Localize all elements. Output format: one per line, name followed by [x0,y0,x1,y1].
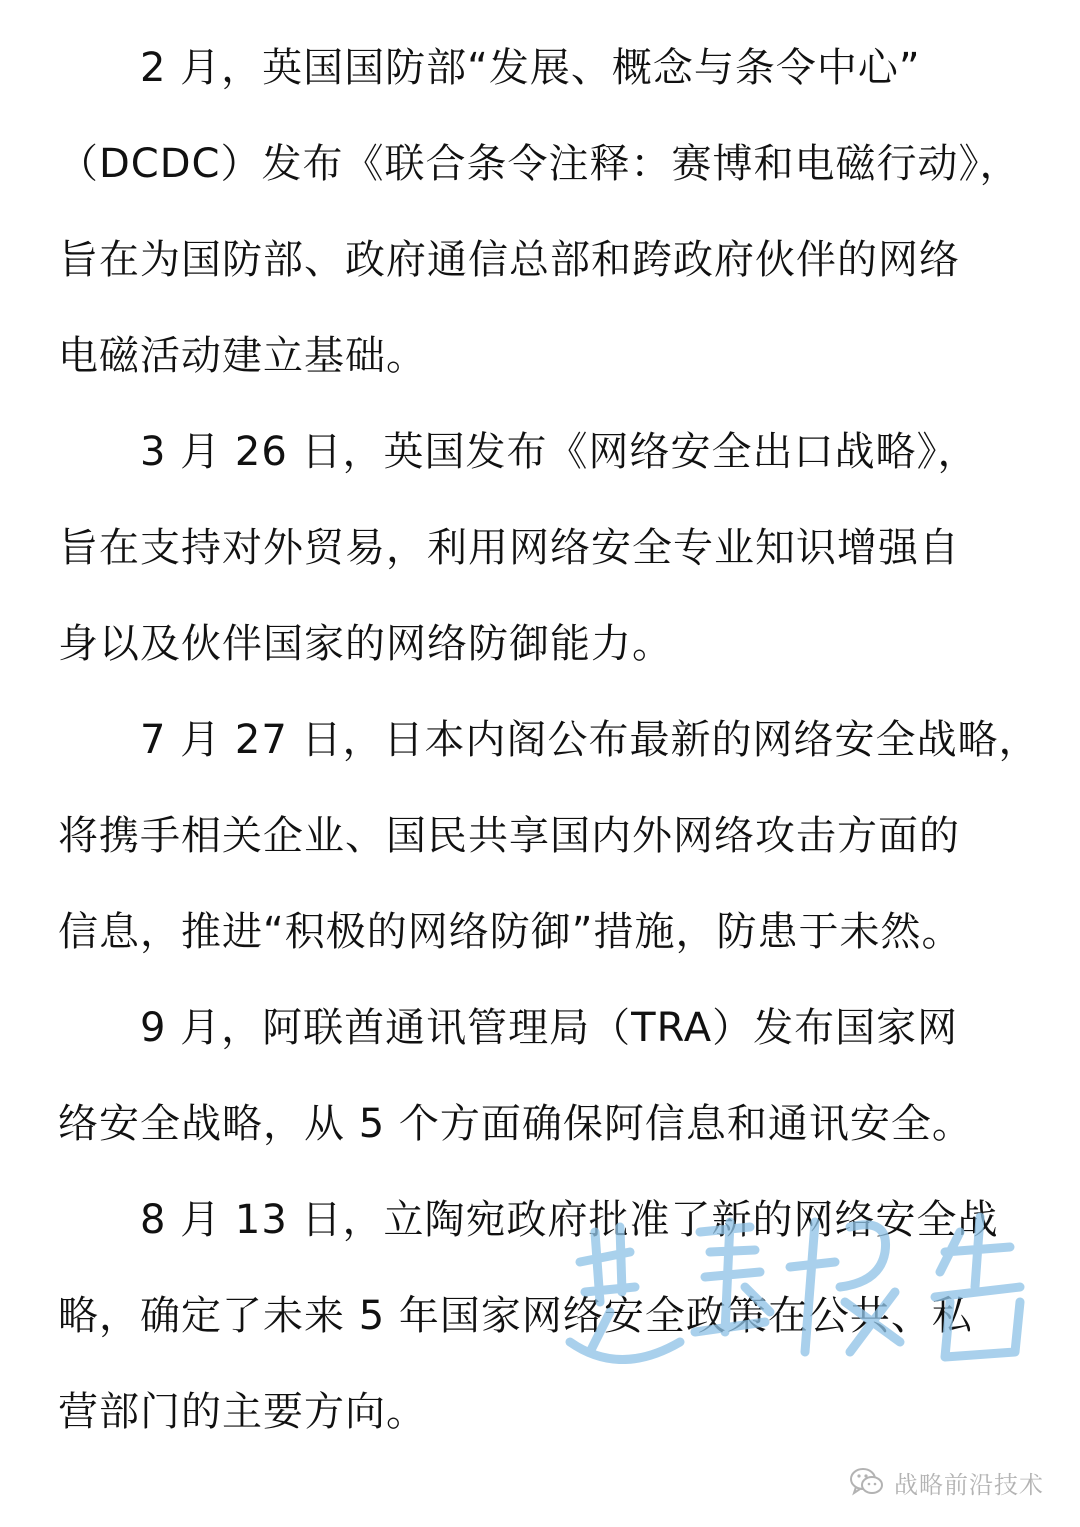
footer-account [850,1462,1044,1502]
paragraph-4-line-1: 9 月，阿联酋通讯管理局（TRA）发布国家网 [140,1005,959,1051]
account-name: 战略前沿技术 [894,1470,1044,1499]
paragraph-1-line-1: 2 月，英国国防部“发展、概念与条令中心” [140,45,921,91]
paragraph-5-line-3: 营部门的主要方向。 [58,1389,427,1435]
watermark-graphic [560,1192,1060,1392]
paragraph-3-line-2: 将携手相关企业、国民共享国内外网络攻击方面的 [58,813,960,859]
paragraph-1-line-4: 电磁活动建立基础。 [58,333,427,379]
watermark-logo [560,1192,1060,1392]
wechat-icon [850,1467,884,1497]
paragraph-2-line-2: 旨在支持对外贸易，利用网络安全专业知识增强自 [58,525,960,571]
paragraph-4-line-2: 络安全战略，从 5 个方面确保阿信息和通讯安全。 [58,1101,973,1147]
paragraph-2-line-3: 身以及伙伴国家的网络防御能力。 [58,621,673,667]
paragraph-3-line-1: 7 月 27 日，日本内阁公布最新的网络安全战略， [140,717,1040,763]
paragraph-3-line-3: 信息，推进“积极的网络防御”措施，防患于未然。 [58,909,963,955]
paragraph-1-line-2: （DCDC）发布《联合条令注释：赛博和电磁行动》， [58,141,1021,187]
paragraph-2-line-1: 3 月 26 日，英国发布《网络安全出口战略》， [140,429,979,475]
paragraph-5-line-2: 略，确定了未来 5 年国家网络安全政策在公共、私 [58,1293,973,1339]
paragraph-1-line-3: 旨在为国防部、政府通信总部和跨政府伙伴的网络 [58,237,960,283]
paragraph-5-line-1: 8 月 13 日，立陶宛政府批准了新的网络安全战 [140,1197,999,1243]
